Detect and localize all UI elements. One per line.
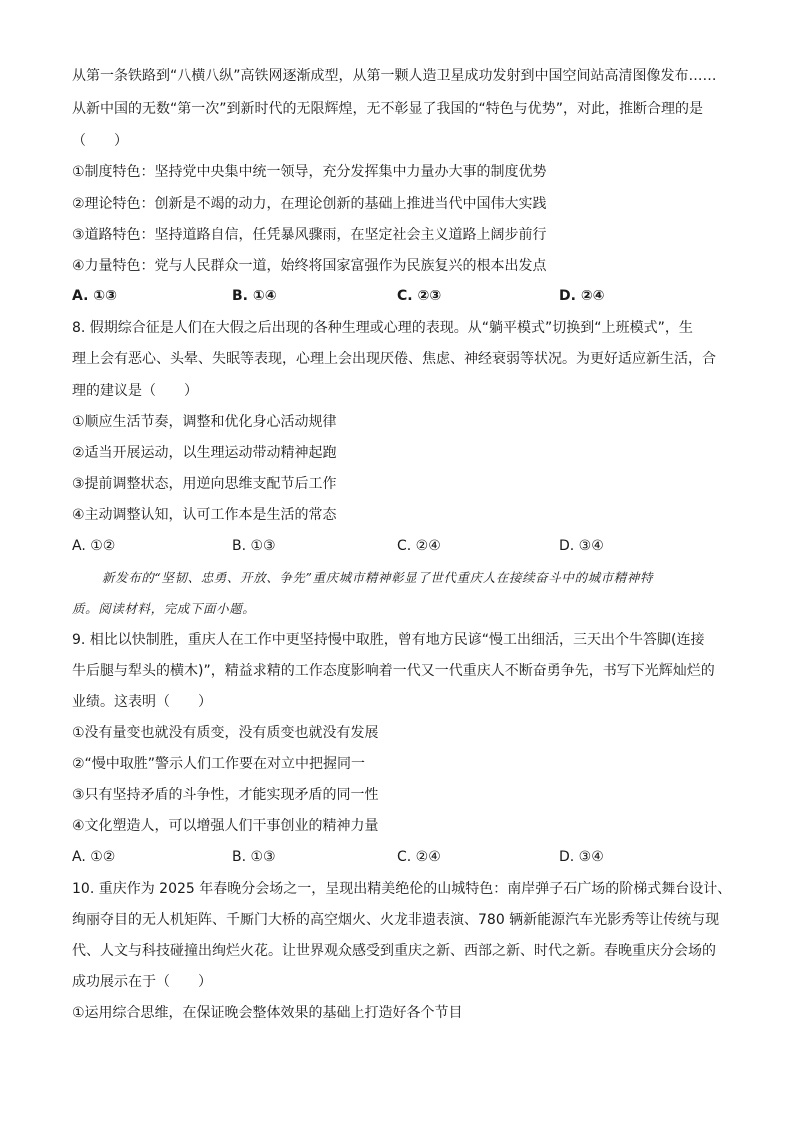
- q7-statement-1: ①制度特色：坚持党中央集中统一领导，充分发挥集中力量办大事的制度优势: [72, 164, 547, 180]
- q9-stem-line: 业绩。这表明（ ）: [72, 694, 212, 710]
- q8-option-d[interactable]: D. ③④: [559, 538, 604, 554]
- q9-stem-line: 牛后腿与犁头的横木)”，精益求精的工作态度影响着一代又一代重庆人不断奋勇争先，书写下光辉灿烂的: [72, 663, 715, 679]
- q8-option-c[interactable]: C. ②④: [397, 538, 441, 554]
- q8-option-b[interactable]: B. ①③: [232, 538, 276, 554]
- q8-option-a[interactable]: A. ①②: [72, 538, 116, 554]
- q7-statement-2: ②理论特色：创新是不竭的动力，在理论创新的基础上推进当代中国伟大实践: [72, 196, 547, 212]
- q9-statement-4: ④文化塑造人，可以增强人们干事创业的精神力量: [72, 818, 379, 834]
- q9-options: [72, 847, 732, 867]
- q10-stem-line: 成功展示在于（ ）: [72, 974, 212, 990]
- q7-option-d[interactable]: D. ②④: [559, 288, 605, 304]
- q8-statement-3: ③提前调整状态，用逆向思维支配节后工作: [72, 476, 337, 492]
- q9-stem-line: 9. 相比以快制胜，重庆人在工作中更坚持慢中取胜，曾有地方民谚“慢工出细活，三天出个牛答脚(连接: [72, 632, 705, 648]
- q7-option-c[interactable]: C. ②③: [397, 288, 442, 304]
- q8-stem-line: 8. 假期综合征是人们在大假之后出现的各种生理或心理的表现。从“躺平模式”切换到“上班模式”，生: [72, 320, 693, 336]
- q7-stem-line: （ ）: [72, 133, 128, 149]
- q8-statement-2: ②适当开展运动，以生理运动带动精神起跑: [72, 445, 337, 461]
- q8-statement-1: ①顺应生活节奏，调整和优化身心活动规律: [72, 414, 337, 430]
- q10-statement-1: ①运用综合思维，在保证晚会整体效果的基础上打造好各个节目: [72, 1005, 463, 1021]
- q7-option-b[interactable]: B. ①④: [232, 288, 277, 304]
- q9-option-c[interactable]: C. ②④: [397, 849, 441, 865]
- q10-stem-line: 10. 重庆作为 2025 年春晚分会场之一，呈现出精美绝伦的山城特色：南岸弹子石广场的阶梯式舞台设计、: [72, 881, 732, 897]
- material-intro-line: 新发布的“坚韧、忠勇、开放、争先”重庆城市精神彰显了世代重庆人在接续奋斗中的城市精神特: [102, 570, 654, 585]
- material-intro-line: 质。阅读材料，完成下面小题。: [72, 601, 256, 616]
- q9-statement-1: ①没有量变也就没有质变，没有质变也就没有发展: [72, 725, 379, 741]
- q10-stem-line: 绚丽夺目的无人机矩阵、千厮门大桥的高空烟火、火龙非遗表演、780 辆新能源汽车光影秀等让传统与现: [72, 912, 720, 928]
- q9-option-a[interactable]: A. ①②: [72, 849, 116, 865]
- q7-stem-line: 从新中国的无数“第一次”到新时代的无限辉煌，无不彰显了我国的“特色与优势”，对此，推断合理的是: [72, 101, 704, 117]
- q7-stem-line: 从第一条铁路到“八横八纵”高铁网逐渐成型，从第一颗人造卫星成功发射到中国空间站高清图像发布……: [72, 68, 717, 84]
- q10-stem-line: 代、人文与科技碰撞出绚烂火花。让世界观众感受到重庆之新、西部之新、时代之新。春晚重庆分会场的: [72, 943, 716, 959]
- q9-option-d[interactable]: D. ③④: [559, 849, 604, 865]
- q7-statement-4: ④力量特色：党与人民群众一道，始终将国家富强作为民族复兴的根本出发点: [72, 258, 547, 274]
- q8-stem-line: 理上会有恶心、头晕、失眠等表现，心理上会出现厌倦、焦虑、神经衰弱等状况。为更好适应新生活，合: [72, 351, 716, 367]
- q7-option-a[interactable]: A. ①③: [72, 288, 117, 304]
- q7-options: [72, 286, 732, 306]
- q7-statement-3: ③道路特色：坚持道路自信，任凭暴风骤雨，在坚定社会主义道路上阔步前行: [72, 227, 547, 243]
- q9-statement-3: ③只有坚持矛盾的斗争性，才能实现矛盾的同一性: [72, 787, 379, 803]
- q9-option-b[interactable]: B. ①③: [232, 849, 276, 865]
- q8-stem-line: 理的建议是（ ）: [72, 383, 198, 399]
- q9-statement-2: ②“慢中取胜”警示人们工作要在对立中把握同一: [72, 756, 366, 772]
- q8-statement-4: ④主动调整认知，认可工作本是生活的常态: [72, 507, 337, 523]
- q8-options: [72, 536, 732, 556]
